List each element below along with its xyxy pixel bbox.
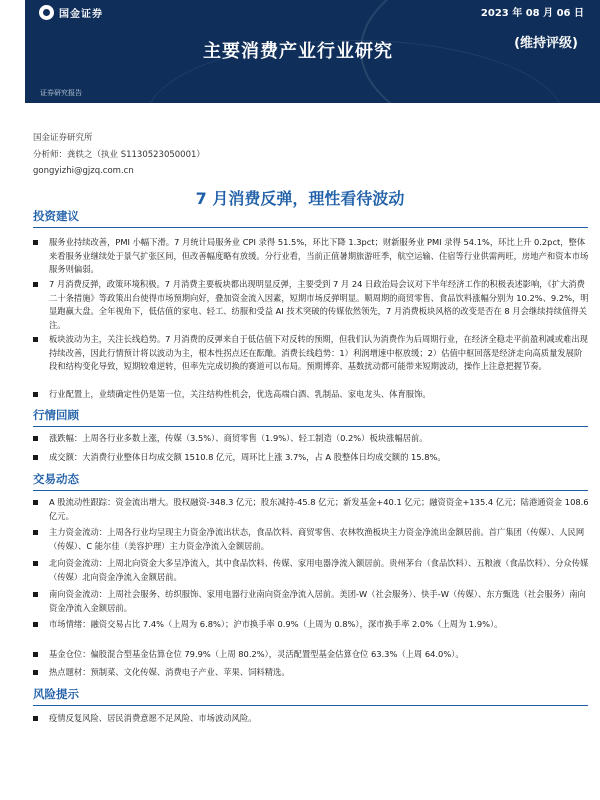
list-item: 成交额：大消费行业整体日均成交额 1510.8 亿元，周环比上涨 3.7%，占 A 股整体日均成交额的 15.8%。 [33, 451, 590, 465]
list-item: 北向资金流动：上周北向资金大多呈净流入，其中食品饮料、传媒、家用电器净流入额居前。贵州茅台（食品饮料）、五粮液（食品饮料）、分众传媒（传媒）北向资金净流入金额居前。 [33, 557, 590, 584]
bullet-icon [33, 716, 38, 721]
section-heading-trading: 交易动态 [33, 471, 588, 491]
report-type: 证券研究报告 [40, 89, 82, 97]
list-item: 热点题材：预制菜、文化传媒、消费电子产业、苹果、饲料精选。 [33, 666, 590, 680]
institute-name: 国金证券研究所 [33, 133, 93, 143]
bullet-icon [33, 337, 38, 342]
list-item: 板块波动为主，关注长线趋势。7 月消费的反弹来自于低估值下对反转的预期，但我们认为消费作为后周期行业，在经济全稳走平前盈利减或难出现持续改善，因此行情预计将以波动为主，根本性拐点还在酝酿。消费长线趋势：1）利润增速中枢放缓；2）估值中枢回落是经济走向高质量发展阶段和结构变化导致，短期较难逆转，但率先完成切换的赛道可以布局。预期博弈、基数扰动都可能带来短期波动，操作上注意把握节奏。 [33, 333, 590, 374]
report-title: 7 月消费反弹，理性看待波动 [195, 189, 405, 208]
list-item: 行业配置上，业绩确定性仍是第一位，关注结构性机会，优选高端白酒、乳制品、家电龙头、体育服饰。 [33, 388, 590, 402]
section-heading-review: 行情回顾 [33, 407, 588, 427]
list-item: 服务业持续改善，PMI 小幅下滑。7 月统计局服务业 CPI 录得 51.5%，环比下降 1.3pct；财新服务业 PMI 录得 54.1%，环比上升 0.2pct，整体来看服务业继续处于景气扩张区间，但改善幅度略有放缓。分行业看，当前正值暑期旅游旺季，航空运输、住宿等行业供需两旺，房地产和资本市场服务则偏弱。 [33, 236, 590, 277]
bullet-icon [33, 561, 38, 566]
list-item: 南向资金流动：上周社会服务、纺织服饰、家用电器行业南向资金净流入居前。美团-W（社会服务）、快手-W（传媒）、东方甄选（社会服务）南向资金净流入金额居前。 [33, 588, 590, 615]
bullet-icon [33, 670, 38, 675]
list-item: 疫情反复风险、居民消费意愿不足风险、市场波动风险。 [33, 712, 590, 726]
list-item: 涨跌幅：上周各行业多数上涨，传媒（3.5%）、商贸零售（1.9%）、轻工制造（0.2%）板块涨幅居前。 [33, 432, 590, 446]
rating-label: (维持评级) [514, 36, 578, 51]
bullet-icon [33, 530, 38, 535]
list-item: 基金仓位：偏股混合型基金估算仓位 79.9%（上周 80.2%），灵活配置型基金估算仓位 63.3%（上周 64.0%）。 [33, 648, 590, 662]
analyst-info: 分析师：龚轶之（执业 S1130523050001） [33, 150, 205, 160]
section-heading-invest: 投资建议 [33, 208, 588, 228]
company-logo [39, 5, 103, 20]
bullet-icon [33, 455, 38, 460]
report-date: 2023 年 08 月 06 日 [480, 8, 584, 19]
list-item: 市场情绪：融资交易占比 7.4%（上周为 6.8%）；沪市换手率 0.9%（上周为 0.8%），深市换手率 2.0%（上周为 1.9%）。 [33, 618, 590, 632]
bullet-icon [33, 592, 38, 597]
bullet-icon [33, 500, 38, 505]
logo-icon [39, 5, 54, 20]
header-banner [25, 0, 600, 103]
bullet-icon [33, 240, 38, 245]
industry-title: 主要消费产业行业研究 [203, 41, 393, 62]
bullet-icon [33, 622, 38, 627]
bullet-icon [33, 282, 38, 287]
bullet-icon [33, 652, 38, 657]
section-heading-risk: 风险提示 [33, 686, 588, 706]
list-item: A 股流动性跟踪：资金流出增大。股权融资-348.3 亿元；股东减持-45.8 亿元；新发基金+40.1 亿元；融资资金+135.4 亿元；陆港通资金 108.6 亿元。 [33, 496, 590, 523]
logo-text: 国金证券 [59, 9, 103, 20]
analyst-email: gongyizhi@gjzq.com.cn [33, 166, 134, 176]
bullet-icon [33, 436, 38, 441]
list-item: 主力资金流动：上周各行业均呈现主力资金净流出状态，食品饮料、商贸零售、农林牧渔板块主力资金净流出金额居前。首广集团（传媒）、人民网（传媒）、C 能尔佳（美容护理）主力资金净流入金额居前。 [33, 526, 590, 553]
bullet-icon [33, 392, 38, 397]
list-item: 7 月消费反弹，政策环境积极。7 月消费主要板块都出现明显反弹，主要受到 7 月 24 日政治局会议对下半年经济工作的积极表述影响，《扩大消费二十条措施》等政策出台使得市场预期向好，叠加资金流入因素，短期市场反弹明显。顺周期的商贸零售、食品饮料涨幅分别为 10.2%、9.2%，明显跑赢大盘。全年视角下，低估值的家电、轻工、纺服和受益 AI 技术突破的传媒依然领先，7 月消费板块风格的改变是否在 8 月会继续持续值得关注。 [33, 278, 590, 332]
